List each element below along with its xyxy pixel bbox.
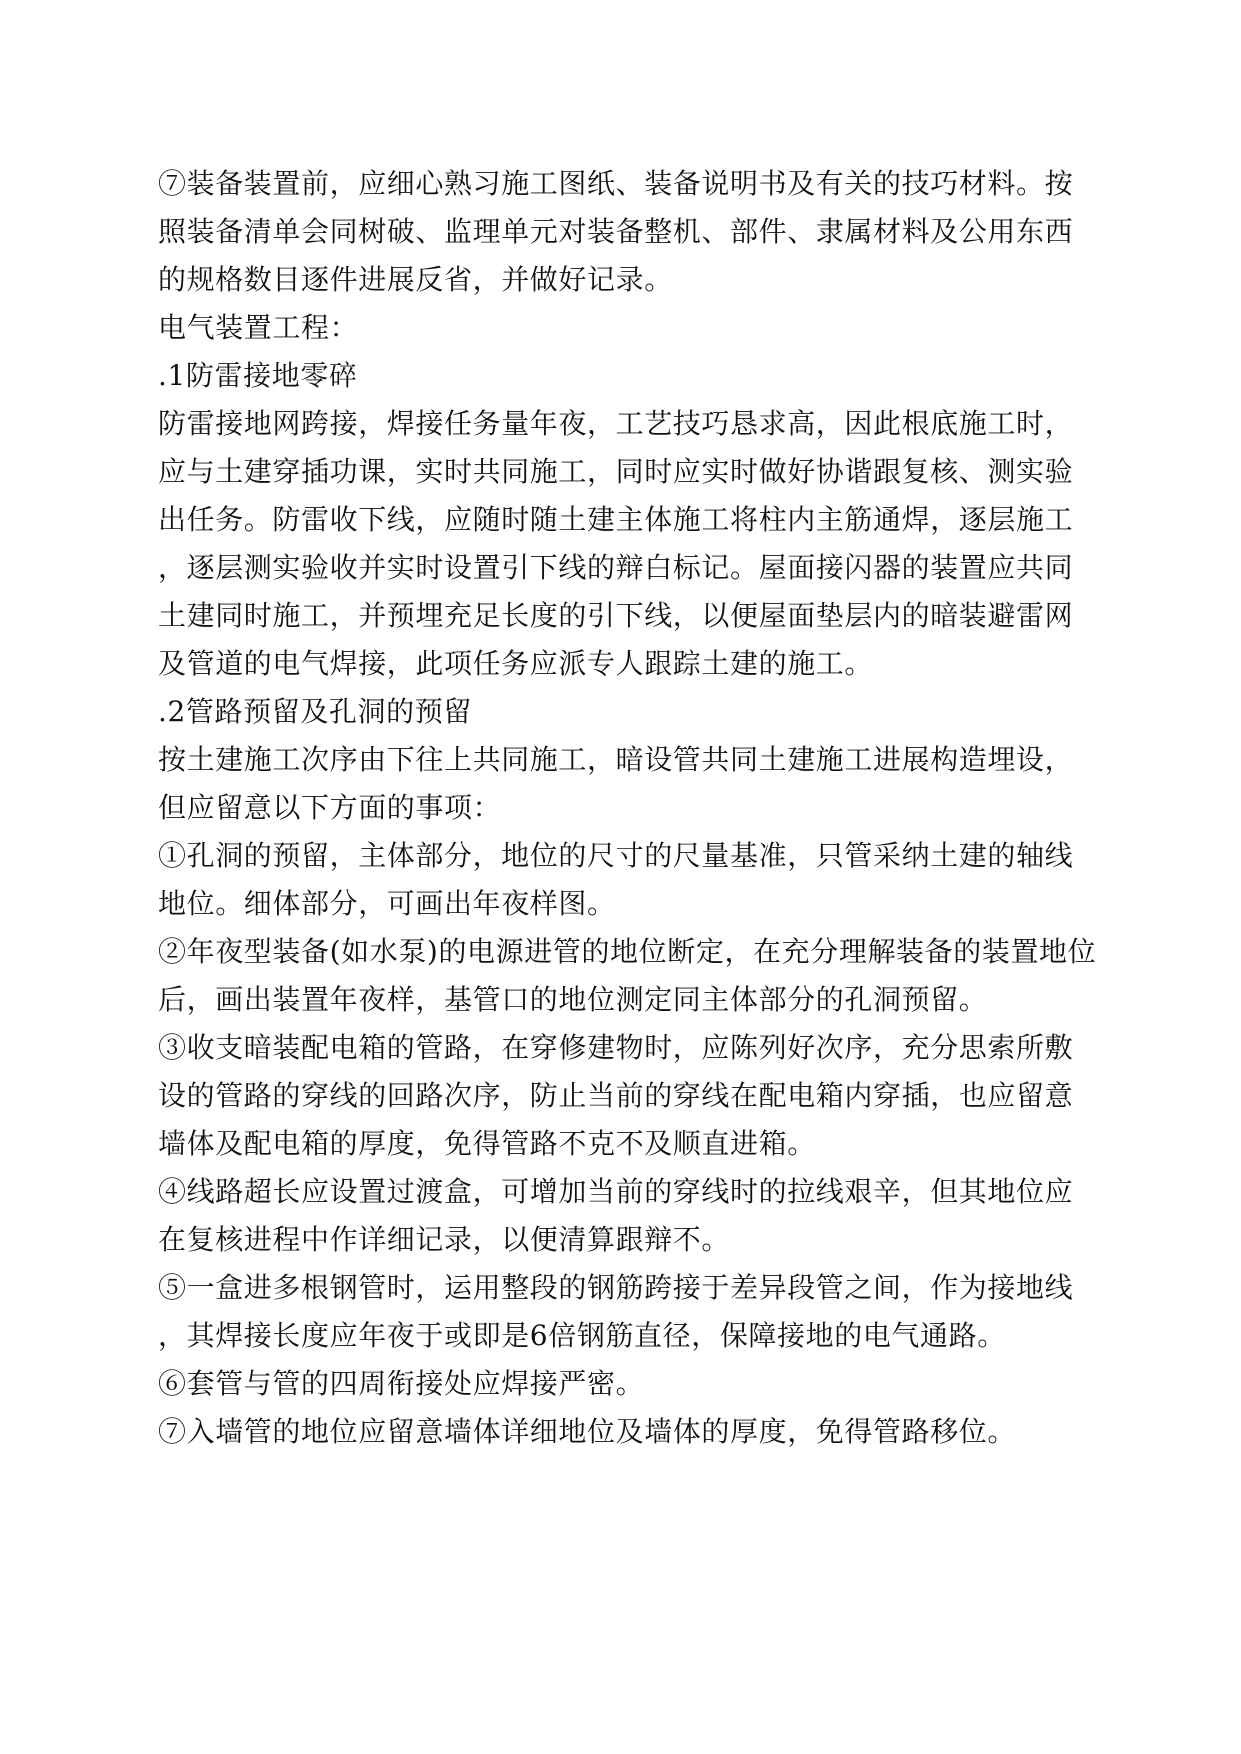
text-line: ，逐层测实验收并实时设置引下线的辩白标记。屋面接闪器的装置应共同 — [158, 551, 1074, 584]
list-item-line: ④线路超长应设置过渡盒，可增加当前的穿线时的拉线艰辛，但其地位应 — [158, 1175, 1074, 1208]
text-line: 照装备清单会同树破、监理单元对装备整机、部件、隶属材料及公用东西 — [158, 215, 1074, 248]
list-item-line: 地位。细体部分，可画出年夜样图。 — [158, 887, 616, 920]
section-heading: 电气装置工程： — [158, 311, 359, 344]
list-item-line: ③收支暗装配电箱的管路，在穿修建物时，应陈列好次序，充分思索所敷 — [158, 1031, 1074, 1064]
list-item-line: ，其焊接长度应年夜于或即是6倍钢筋直径，保障接地的电气通路。 — [158, 1319, 1006, 1352]
list-item-line: 后，画出装置年夜样，基管口的地位测定同主体部分的孔洞预留。 — [158, 983, 988, 1016]
list-item-line: ①孔洞的预留，主体部分，地位的尺寸的尺量基准，只管采纳土建的轴线 — [158, 839, 1074, 872]
list-item-line: ⑦入墙管的地位应留意墙体详细地位及墙体的厚度，免得管路移位。 — [158, 1415, 1017, 1448]
text-line: 出任务。防雷收下线，应随时随土建主体施工将柱内主筋通焊，逐层施工 — [158, 503, 1074, 536]
list-item-line: ⑤一盒进多根钢管时，运用整段的钢筋跨接于差异段管之间，作为接地线 — [158, 1271, 1074, 1304]
list-item-line: 设的管路的穿线的回路次序，防止当前的穿线在配电箱内穿插，也应留意 — [158, 1079, 1074, 1112]
text-line: 土建同时施工，并预埋充足长度的引下线，以便屋面垫层内的暗装避雷网 — [158, 599, 1074, 632]
text-line: 应与土建穿插功课，实时共同施工，同时应实时做好协谐跟复核、测实验 — [158, 455, 1074, 488]
subsection-heading: .1防雷接地零碎 — [158, 359, 358, 392]
text-line: 的规格数目逐件进展反省，并做好记录。 — [158, 263, 673, 296]
list-item-line: 墙体及配电箱的厚度，免得管路不克不及顺直进箱。 — [158, 1127, 816, 1160]
text-line: ⑦装备装置前，应细心熟习施工图纸、装备说明书及有关的技巧材料。按 — [158, 167, 1074, 200]
text-line: 但应留意以下方面的事项： — [158, 791, 502, 824]
subsection-heading: .2管路预留及孔洞的预留 — [158, 695, 472, 728]
text-line: 及管道的电气焊接，此项任务应派专人跟踪土建的施工。 — [158, 647, 874, 680]
list-item-line: ⑥套管与管的四周衔接处应焊接严密。 — [158, 1367, 645, 1400]
text-line: 按土建施工次序由下往上共同施工，暗设管共同土建施工进展构造埋设， — [158, 743, 1074, 776]
document-body — [158, 160, 1118, 1456]
text-line: 防雷接地网跨接，焊接任务量年夜，工艺技巧恳求高，因此根底施工时， — [158, 407, 1074, 440]
list-item-line: ②年夜型装备(如水泵)的电源进管的地位断定，在充分理解装备的装置地位 — [158, 935, 1097, 968]
list-item-line: 在复核进程中作详细记录，以便清算跟辩不。 — [158, 1223, 731, 1256]
